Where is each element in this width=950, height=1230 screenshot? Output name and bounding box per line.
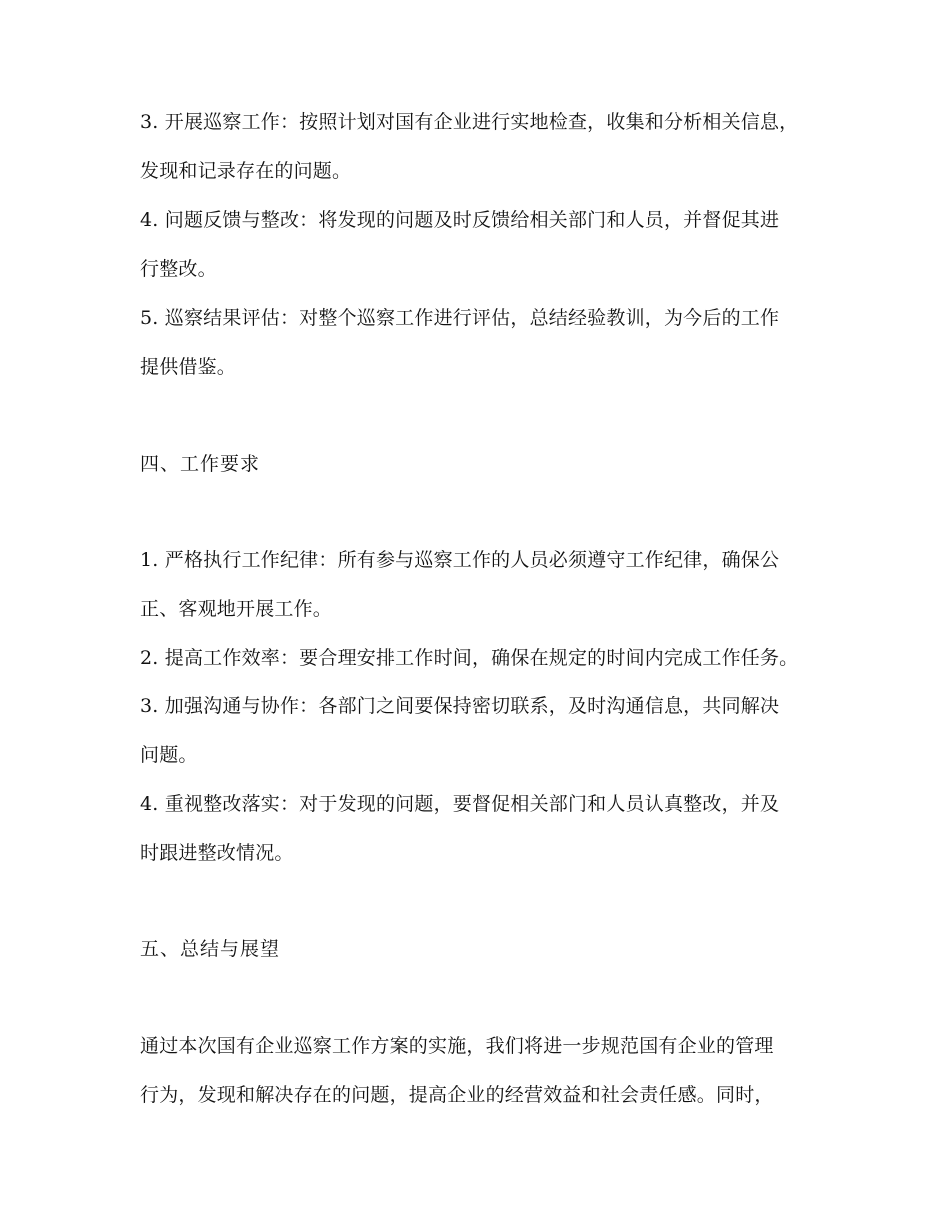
list-item-3-line-2: 发现和记录存在的问题。 <box>140 160 352 182</box>
section-5-heading: 五、总结与展望 <box>140 938 281 960</box>
requirement-4-line-1: 4. 重视整改落实：对于发现的问题，要督促相关部门和人员认真整改，并及 <box>140 793 780 815</box>
summary-paragraph-line-2: 行为，发现和解决存在的问题，提高企业的经营效益和社会责任感。同时， <box>140 1084 774 1106</box>
section-4-heading: 四、工作要求 <box>140 453 261 475</box>
list-item-4-line-2: 行整改。 <box>140 258 217 280</box>
requirement-1-line-1: 1. 严格执行工作纪律：所有参与巡察工作的人员必须遵守工作纪律，确保公 <box>140 549 780 571</box>
requirement-2-line-1: 2. 提高工作效率：要合理安排工作时间，确保在规定的时间内完成工作任务。 <box>140 647 799 669</box>
requirement-3-line-1: 3. 加强沟通与协作：各部门之间要保持密切联系，及时沟通信息，共同解决 <box>140 695 780 717</box>
summary-paragraph-line-1: 通过本次国有企业巡察工作方案的实施，我们将进一步规范国有企业的管理 <box>140 1035 774 1057</box>
list-item-5-line-1: 5. 巡察结果评估：对整个巡察工作进行评估，总结经验教训，为今后的工作 <box>140 307 780 329</box>
requirement-1-line-2: 正、客观地开展工作。 <box>140 598 333 620</box>
requirement-3-line-2: 问题。 <box>140 744 198 766</box>
requirement-4-line-2: 时跟进整改情况。 <box>140 842 294 864</box>
list-item-3-line-1: 3. 开展巡察工作：按照计划对国有企业进行实地检查，收集和分析相关信息， <box>140 111 799 133</box>
list-item-4-line-1: 4. 问题反馈与整改：将发现的问题及时反馈给相关部门和人员，并督促其进 <box>140 209 780 231</box>
list-item-5-line-2: 提供借鉴。 <box>140 356 237 378</box>
